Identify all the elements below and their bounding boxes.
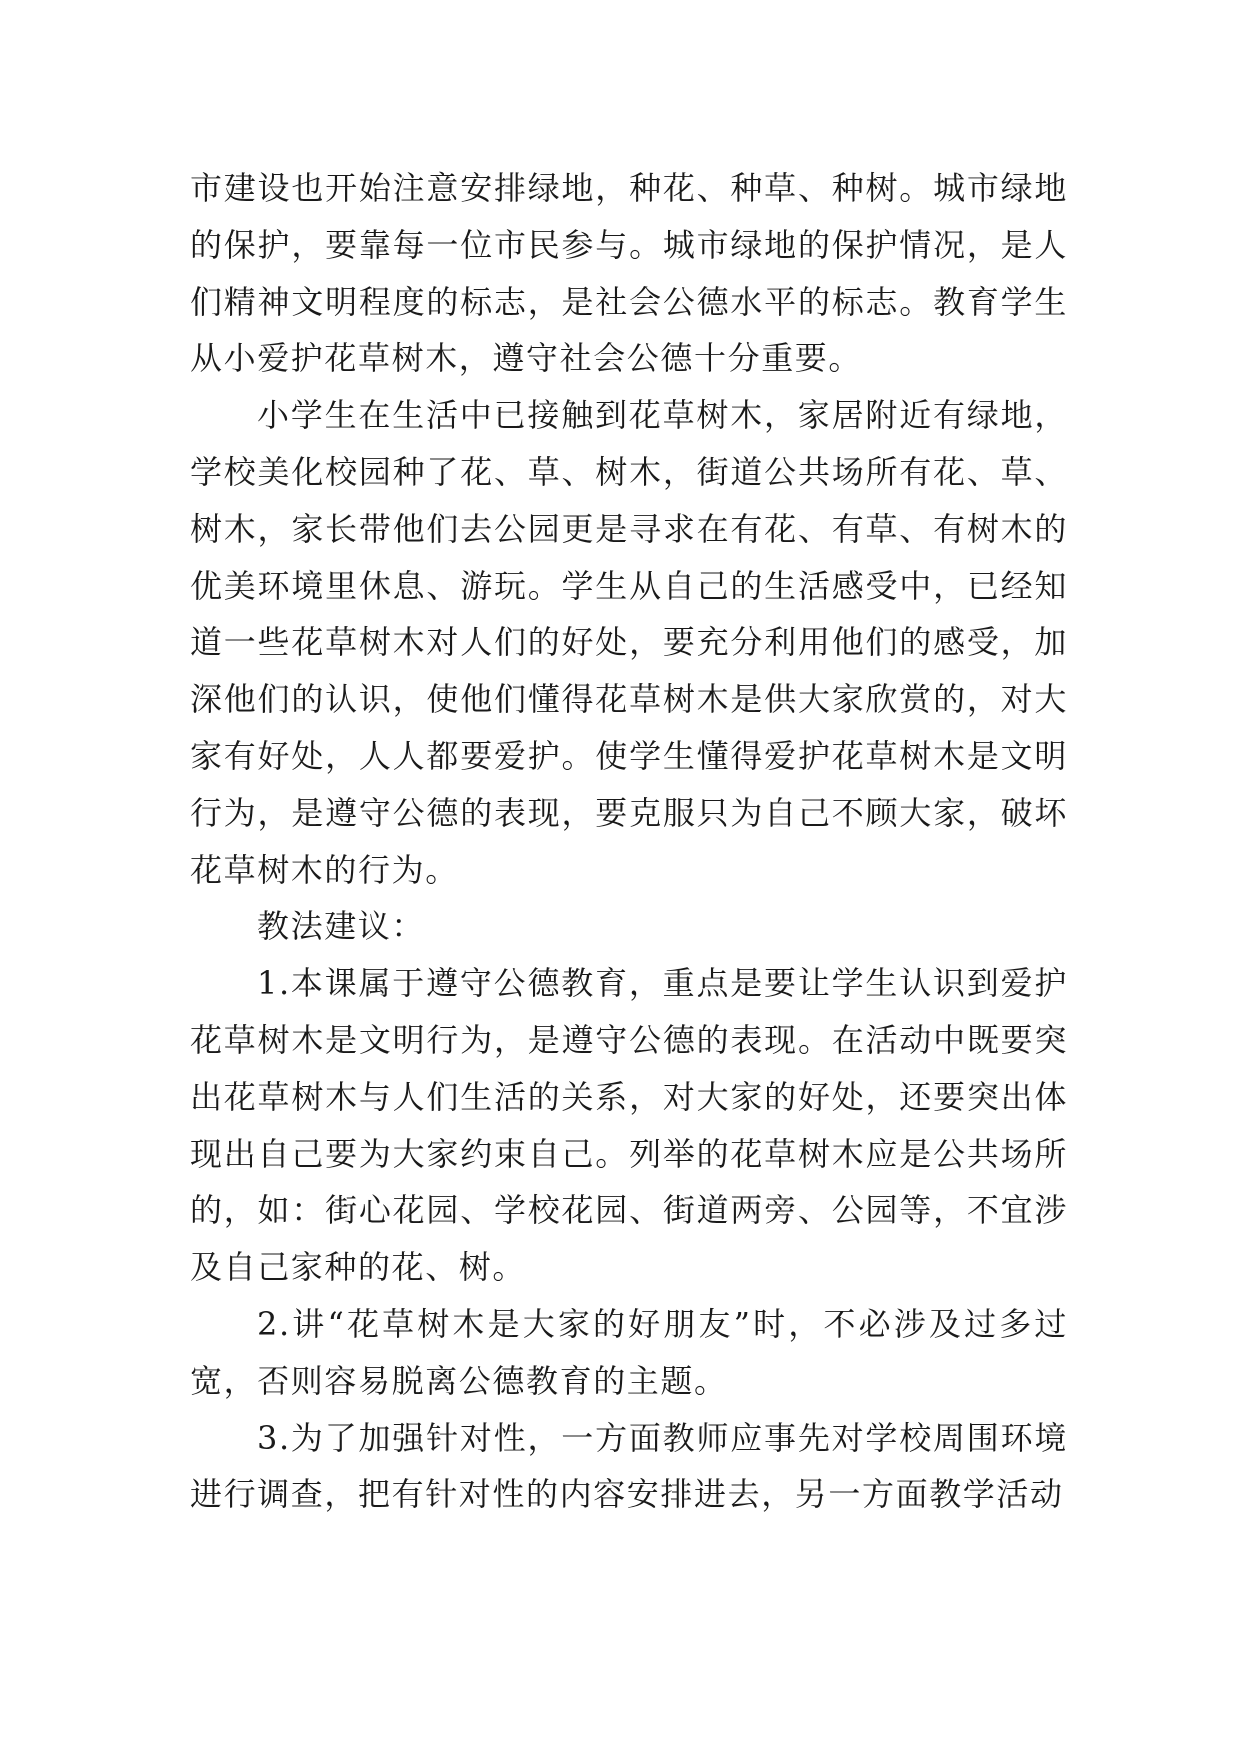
paragraph: 市建设也开始注意安排绿地，种花、种草、种树。城市绿地的保护，要靠每一位市民参与。城市绿地的保护情况，是人们精神文明程度的标志，是社会公德水平的标志。教育学生从小爱护花草树木，遵守社会公德十分重要。 [190,169,1068,378]
document-body [190,160,1068,1523]
numbered-item: 3.为了加强针对性，一方面教师应事先对学校周围环境进行调查，把有针对性的内容安排进去，另一方面教学活动 [190,1418,1068,1514]
numbered-item: 1.本课属于遵守公德教育，重点是要让学生认识到爱护花草树木是文明行为，是遵守公德的表现。在活动中既要突出花草树木与人们生活的关系，对大家的好处，还要突出体现出自己要为大家约束自己。列举的花草树木应是公共场所的，如：街心花园、学校花园、街道两旁、公园等，不宜涉及自己家种的花、树。 [190,964,1068,1287]
paragraph: 小学生在生活中已接触到花草树木，家居附近有绿地，学校美化校园种了花、草、树木，街道公共场所有花、草、树木，家长带他们去公园更是寻求在有花、有草、有树木的优美环境里休息、游玩。学生从自己的生活感受中，已经知道一些花草树木对人们的好处，要充分利用他们的感受，加深他们的认识，使他们懂得花草树木是供大家欣赏的，对大家有好处，人人都要爱护。使学生懂得爱护花草树木是文明行为，是遵守公德的表现，要克服只为自己不顾大家，破坏花草树木的行为。 [190,396,1068,889]
section-heading: 教法建议： [257,907,426,946]
numbered-item: 2.讲“花草树木是大家的好朋友”时，不必涉及过多过宽，否则容易脱离公德教育的主题。 [190,1304,1068,1400]
